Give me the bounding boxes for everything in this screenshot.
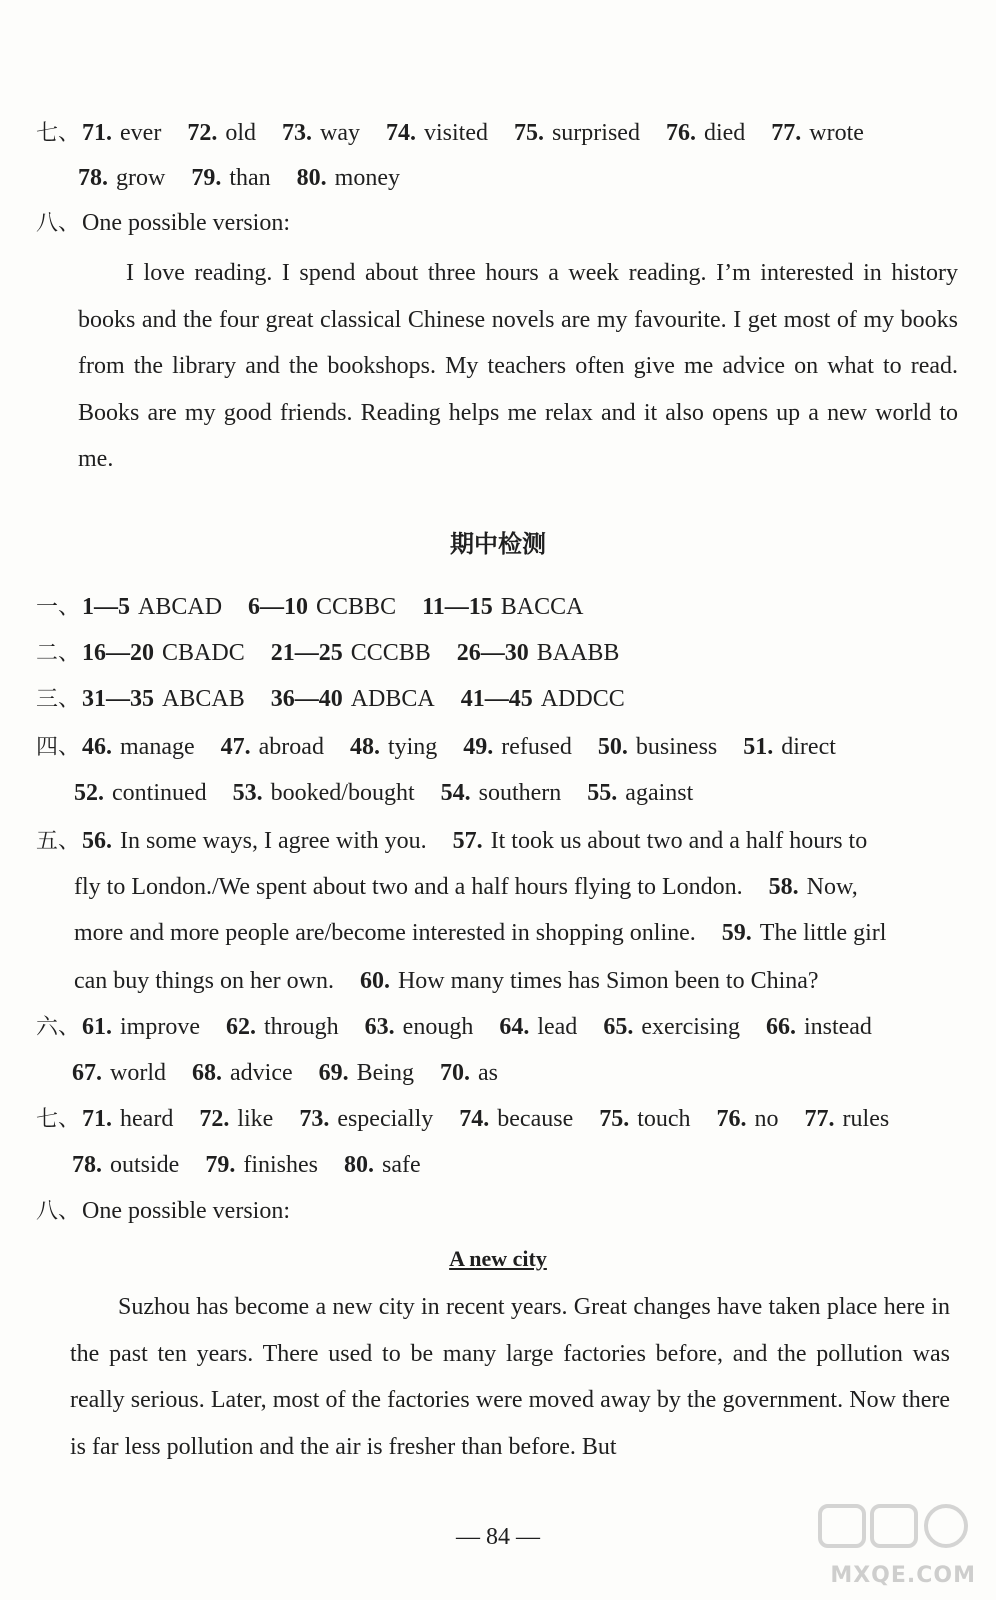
answer: died <box>703 120 746 146</box>
section-3-row <box>36 684 651 715</box>
item-number: 70. <box>439 1060 470 1086</box>
item-number: 49. <box>463 734 494 760</box>
section-5-line-2 <box>74 872 858 902</box>
section-7-row-2 <box>78 163 426 193</box>
section-8-intro <box>36 208 290 239</box>
midterm-section-7-row-2 <box>72 1150 447 1180</box>
item-number: 60. <box>359 968 390 994</box>
answer: ABCAB <box>162 686 245 712</box>
answer: grow <box>116 165 166 191</box>
answer: as <box>477 1060 498 1086</box>
answer: wrote <box>809 120 864 146</box>
answer: manage <box>120 734 195 760</box>
section-label: 七、 <box>36 1107 81 1132</box>
item-range: 31—35 <box>82 686 155 712</box>
item-range: 16—20 <box>82 640 155 666</box>
answer: BAABB <box>536 640 620 666</box>
answer: finishes <box>243 1152 318 1178</box>
item-number: 58. <box>768 874 799 900</box>
section-5-line-1 <box>36 826 867 857</box>
item-number: 50. <box>597 734 628 760</box>
section-label: 七、 <box>36 121 81 146</box>
answer: through <box>264 1014 339 1040</box>
item-number: 62. <box>226 1014 256 1040</box>
answer: ADBCA <box>350 686 435 712</box>
answer: direct <box>781 734 836 760</box>
section-5-line-3 <box>74 918 886 948</box>
item-number: 80. <box>344 1152 374 1178</box>
item-number: 52. <box>74 780 104 806</box>
item-number: 51. <box>743 734 774 760</box>
page-number: — 84 — <box>456 1524 540 1550</box>
item-number: 77. <box>771 120 802 146</box>
watermark-logo <box>816 1500 976 1590</box>
section-label: 二、 <box>36 641 81 666</box>
answer: visited <box>423 120 488 146</box>
answer: touch <box>637 1106 691 1132</box>
watermark-icon <box>816 1500 976 1560</box>
item-number: 66. <box>765 1014 796 1040</box>
item-number: 69. <box>318 1060 349 1086</box>
answer: In some ways, I agree with you. <box>120 828 427 854</box>
answer: southern <box>478 780 562 806</box>
answer: money <box>334 165 400 191</box>
essay-1: I love reading. I spend about three hours a week reading. I’m interested in history books and the four great classical Chinese novels are my favourite. I get most of my books from the library and the bookshops. My teachers often give me advice on what to read. Books are my good friends. Reading helps me relax and it also opens up a new world to me. <box>78 260 958 472</box>
item-number: 80. <box>296 165 327 191</box>
item-number: 47. <box>220 734 251 760</box>
item-number: 79. <box>205 1152 236 1178</box>
answer: ABCAD <box>138 594 223 620</box>
answer: safe <box>382 1152 421 1178</box>
item-number: 78. <box>72 1152 102 1178</box>
essay-2: Suzhou has become a new city in recent years. Great changes have taken place here in the past ten years. There used to be many large factories before, and the pollution was really serious. Later, most of the factories were moved away by the government. Now there is far less pollution and the air is fresher than before. But <box>70 1294 950 1460</box>
item-number: 64. <box>499 1014 530 1040</box>
section-1-row <box>36 592 609 623</box>
answer: enough <box>402 1014 474 1040</box>
item-number: 78. <box>78 165 108 191</box>
midterm-section-8-intro <box>36 1196 290 1227</box>
midterm-title: 期中检测 <box>450 530 546 558</box>
item-range: 36—40 <box>270 686 343 712</box>
item-number: 55. <box>587 780 618 806</box>
item-number: 74. <box>459 1106 490 1132</box>
section-label: 八、 <box>36 211 81 236</box>
item-range: 11—15 <box>422 594 493 620</box>
answer: than <box>229 165 271 191</box>
item-number: 71. <box>82 1106 113 1132</box>
item-range: 1—5 <box>82 594 131 620</box>
answer: CBADC <box>162 640 245 666</box>
answer: especially <box>337 1106 434 1132</box>
watermark-text: MXQE.COM <box>830 1563 976 1588</box>
item-number: 57. <box>452 828 483 854</box>
section-7-row-1 <box>36 118 890 149</box>
intro-text: One possible version: <box>82 210 290 236</box>
answer: Being <box>356 1060 414 1086</box>
answer: outside <box>110 1152 180 1178</box>
answer: continued <box>112 780 207 806</box>
item-number: 72. <box>187 120 218 146</box>
item-range: 21—25 <box>270 640 343 666</box>
section-6-row-2 <box>72 1058 524 1088</box>
item-number: 61. <box>82 1014 113 1040</box>
item-number: 48. <box>349 734 380 760</box>
answer: ADDCC <box>540 686 625 712</box>
answer: fly to London./We spent about two and a half hours flying to London. <box>74 874 743 900</box>
answer: BACCA <box>500 594 584 620</box>
section-5-line-4 <box>74 966 819 996</box>
answer: CCCBB <box>350 640 431 666</box>
answer: refused <box>501 734 572 760</box>
item-number: 73. <box>281 120 312 146</box>
item-number: 72. <box>199 1106 230 1132</box>
item-number: 79. <box>191 165 222 191</box>
section-label: 五、 <box>36 829 81 854</box>
answer: business <box>635 734 718 760</box>
answer: world <box>110 1060 166 1086</box>
answer: rules <box>842 1106 890 1132</box>
answer: abroad <box>258 734 324 760</box>
item-number: 76. <box>716 1106 747 1132</box>
answer: instead <box>803 1014 872 1040</box>
item-number: 74. <box>385 120 416 146</box>
answer: no <box>754 1106 779 1132</box>
essay-title: A new city <box>449 1246 547 1271</box>
item-range: 26—30 <box>456 640 529 666</box>
answer: like <box>237 1106 274 1132</box>
intro-text: One possible version: <box>82 1198 290 1224</box>
answer: ever <box>120 120 162 146</box>
item-number: 54. <box>440 780 471 806</box>
section-label: 一、 <box>36 595 81 620</box>
answer: because <box>497 1106 574 1132</box>
item-number: 75. <box>599 1106 630 1132</box>
answer: lead <box>537 1014 578 1040</box>
item-number: 77. <box>804 1106 835 1132</box>
answer: CCBBC <box>316 594 397 620</box>
answer: advice <box>230 1060 293 1086</box>
section-2-row <box>36 638 645 669</box>
answer: booked/bought <box>270 780 415 806</box>
answer: surprised <box>551 120 640 146</box>
item-number: 73. <box>299 1106 330 1132</box>
item-number: 71. <box>82 120 113 146</box>
section-label: 六、 <box>36 1015 81 1040</box>
answer: can buy things on her own. <box>74 968 334 994</box>
section-4-row-2 <box>74 778 719 808</box>
item-number: 56. <box>82 828 113 854</box>
item-range: 6—10 <box>248 594 309 620</box>
item-range: 41—45 <box>460 686 533 712</box>
answer: more and more people are/become interested in shopping online. <box>74 920 696 946</box>
item-number: 63. <box>364 1014 395 1040</box>
answer: against <box>625 780 694 806</box>
answer: heard <box>120 1106 174 1132</box>
answer: exercising <box>641 1014 740 1040</box>
answer: improve <box>120 1014 200 1040</box>
midterm-section-7-row-1 <box>36 1104 915 1135</box>
item-number: 46. <box>82 734 113 760</box>
item-number: 75. <box>513 120 544 146</box>
item-number: 59. <box>721 920 752 946</box>
answer: The little girl <box>759 920 887 946</box>
item-number: 67. <box>72 1060 102 1086</box>
section-label: 四、 <box>36 735 81 760</box>
answer: tying <box>387 734 438 760</box>
section-label: 八、 <box>36 1199 81 1224</box>
item-number: 53. <box>232 780 263 806</box>
section-4-row-1 <box>36 732 862 763</box>
item-number: 65. <box>603 1014 634 1040</box>
section-6-row-1 <box>36 1012 898 1043</box>
answer: It took us about two and a half hours to <box>490 828 868 854</box>
answer: Now, <box>806 874 858 900</box>
answer: How many times has Simon been to China? <box>397 968 819 994</box>
section-label: 三、 <box>36 687 81 712</box>
answer: old <box>225 120 256 146</box>
answer: way <box>319 120 360 146</box>
item-number: 76. <box>665 120 696 146</box>
item-number: 68. <box>192 1060 222 1086</box>
